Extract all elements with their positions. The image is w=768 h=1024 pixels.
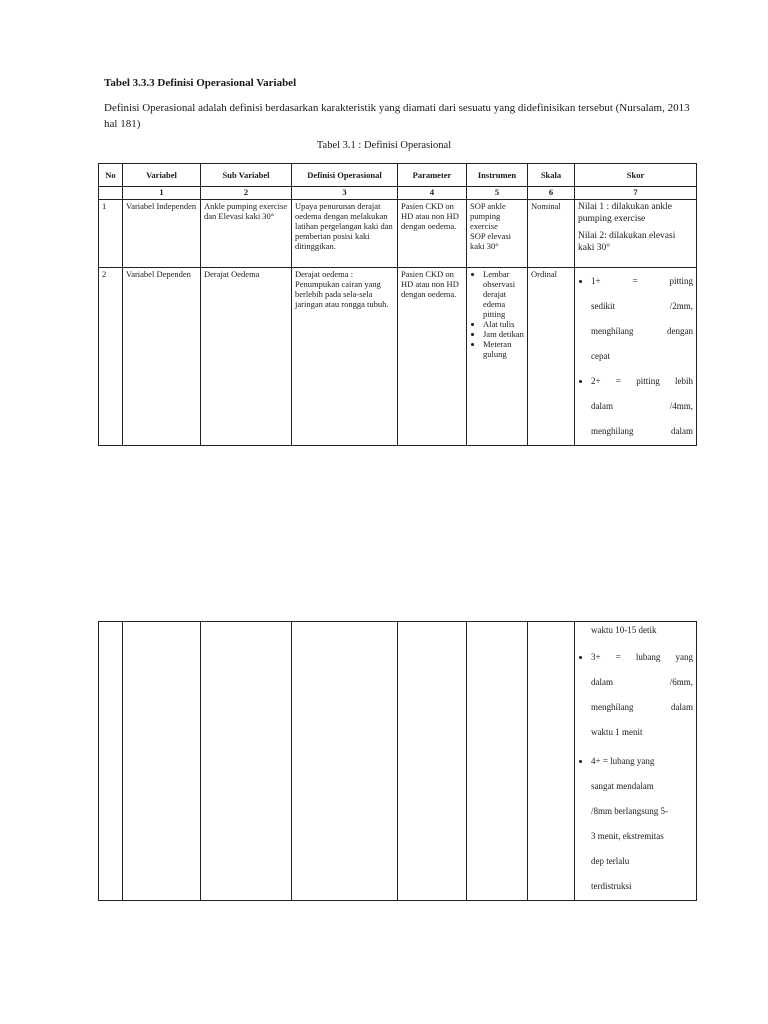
header-parameter: Parameter xyxy=(398,164,467,187)
header-no: No xyxy=(99,164,123,187)
row2-skor xyxy=(575,268,697,446)
row1-sub-variabel: Ankle pumping exercise dan Elevasi kaki 30° xyxy=(201,200,292,268)
header-skor: Skor xyxy=(575,164,697,187)
skor-line: sedikit /2mm, xyxy=(591,301,693,311)
list-item: • Lembar observasi derajat edema pitting xyxy=(483,269,524,319)
list-item xyxy=(591,749,693,899)
row1-instrumen-2: SOP elevasi kaki 30° xyxy=(470,231,512,251)
skor-line: • 1+ = pitting xyxy=(591,276,693,286)
empty-cell xyxy=(99,622,123,901)
list-item: • Alat tulis xyxy=(483,319,524,329)
row2-no: 2 xyxy=(99,268,123,446)
index-row xyxy=(99,187,697,200)
row1-no: 1 xyxy=(99,200,123,268)
row2-variabel: Variabel Dependen xyxy=(123,268,201,446)
skor-line: /8mm berlangsung 5- xyxy=(591,806,668,816)
skor-line: menghilang dalam xyxy=(591,702,693,712)
header-variabel: Variabel xyxy=(123,164,201,187)
definition-table xyxy=(98,163,697,446)
row1-skor-2: Nilai 2: dilakukan elevasi kaki 30° xyxy=(578,231,676,253)
skor-line: waktu 1 menit xyxy=(591,727,643,737)
index-cell: 2 xyxy=(201,187,292,200)
skor-line: terdistruksi xyxy=(591,881,632,891)
skor-line: menghilang dengan xyxy=(591,326,693,336)
header-row xyxy=(99,164,697,187)
row1-definisi: Upaya penurunan derajat oedema dengan melakukan latihan pergelangan kaki dan pemberian posisi kaki ditinggikan. xyxy=(292,200,398,268)
header-skala: Skala xyxy=(528,164,575,187)
skor-line: • 3+ = lubang yang xyxy=(591,652,693,662)
continuation-skor xyxy=(575,622,697,901)
row2-parameter: Pasien CKD on HD atau non HD dengan oedema. xyxy=(398,268,467,446)
row1-skor xyxy=(575,200,697,268)
index-cell: 3 xyxy=(292,187,398,200)
skor-line: dep terlalu xyxy=(591,856,630,866)
index-cell xyxy=(99,187,123,200)
row2-sub-variabel: Derajat Oedema xyxy=(201,268,292,446)
header-sub-variabel: Sub Variabel xyxy=(201,164,292,187)
empty-cell xyxy=(528,622,575,901)
skor-line: dalam /6mm, xyxy=(591,677,693,687)
row1-instrumen xyxy=(467,200,528,268)
skor-line: menghilang dalam xyxy=(591,426,693,436)
skor-line: 3 menit, ekstremitas xyxy=(591,831,664,841)
row1-skor-1: Nilai 1 : dilakukan ankle pumping exercise xyxy=(578,202,672,224)
continuation-table xyxy=(98,621,697,901)
table-row xyxy=(99,268,697,446)
row2-skala: Ordinal xyxy=(528,268,575,446)
index-cell: 6 xyxy=(528,187,575,200)
intro-paragraph: Definisi Operasional adalah definisi berdasarkan karakteristik yang diamati dari sesuatu yang didefinisikan tersebut (Nursalam, 2013 hal 181) xyxy=(104,102,690,130)
index-cell: 5 xyxy=(467,187,528,200)
index-cell: 4 xyxy=(398,187,467,200)
list-item xyxy=(591,369,693,444)
empty-cell xyxy=(467,622,528,901)
skor-line: cepat xyxy=(591,351,610,361)
skor-line: dalam /4mm, xyxy=(591,401,693,411)
table-row xyxy=(99,200,697,268)
list-item xyxy=(591,645,693,745)
skor-line: sangat mendalam xyxy=(591,781,654,791)
header-definisi: Definisi Operasional xyxy=(292,164,398,187)
skor-line: • 2+ = pitting lebih xyxy=(591,376,693,386)
row1-variabel: Variabel Independen xyxy=(123,200,201,268)
list-item: • Jam detikan xyxy=(483,329,524,339)
empty-cell xyxy=(123,622,201,901)
row2-instrumen xyxy=(467,268,528,446)
empty-cell xyxy=(398,622,467,901)
section-heading: Tabel 3.3.3 Definisi Operasional Variabel xyxy=(104,77,297,89)
row1-parameter: Pasien CKD on HD atau non HD dengan oedema. xyxy=(398,200,467,268)
row1-skala: Nominal xyxy=(528,200,575,268)
index-cell: 7 xyxy=(575,187,697,200)
table-caption: Tabel 3.1 : Definisi Operasional xyxy=(316,140,452,151)
skor-line: • 4+ = lubang yang xyxy=(591,756,655,766)
skor-line: waktu 10-15 detik xyxy=(591,625,657,635)
list-item xyxy=(591,269,693,369)
list-item: • Meteran gulung xyxy=(483,339,524,359)
index-cell: 1 xyxy=(123,187,201,200)
row2-definisi: Derajat oedema : Penumpukan cairan yang berlebih pada sela-sela jaringan atau rongga tubuh. xyxy=(292,268,398,446)
empty-cell xyxy=(201,622,292,901)
table-row xyxy=(99,622,697,901)
empty-cell xyxy=(292,622,398,901)
header-instrumen: Instrumen xyxy=(467,164,528,187)
row1-instrumen-1: SOP ankle pumping exercise xyxy=(470,201,506,231)
